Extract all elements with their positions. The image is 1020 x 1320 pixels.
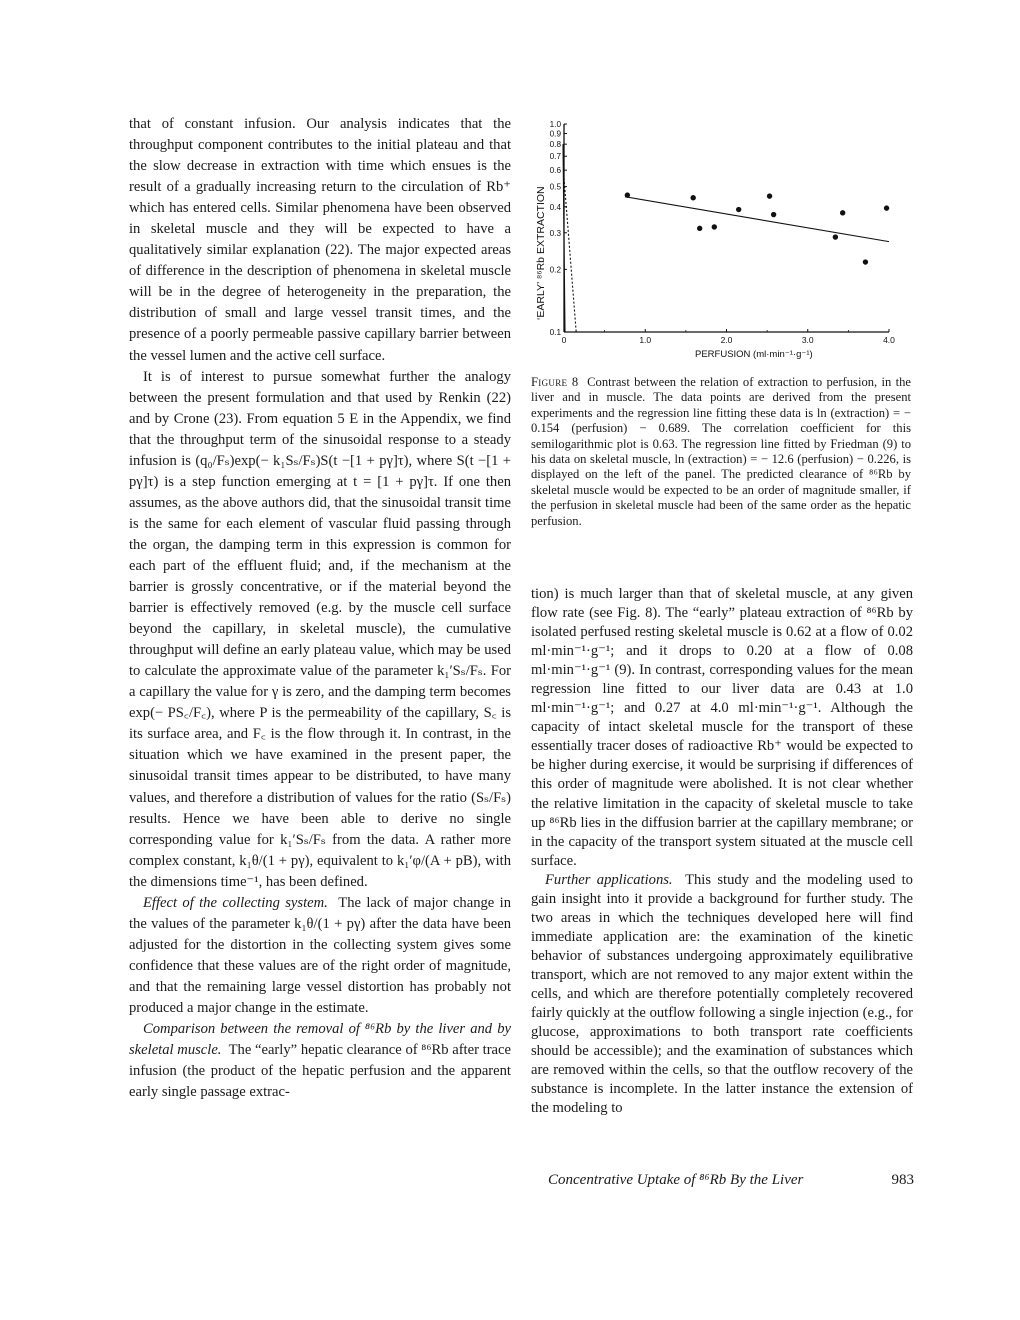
data-point [712,224,717,229]
paragraph: that of constant infusion. Our analysis indicates that the throughput component contributes to the initial plateau and that the slow decrease in extraction with time which ensues is the result of a gradually increasing return to the circulation of Rb⁺ which has entered cells. Similar phenomena have been observed in skeletal muscle and they will be expected to have a qualitatively similar explanation (22). The major expected areas of difference in the description of phenomena in skeletal muscle will be in the degree of heterogeneity in the preparation, the distribution of small and large vessel transit times, and the presence of a poorly permeable passive capillary barrier between the vessel lumen and the active cell surface. [129,116,511,364]
y-tick-label: 0.9 [549,129,561,139]
regression-line [625,197,889,242]
paragraph-text: The lack of major change in the values of the parameter k₁θ/(1 + pγ) after the data have been adjusted for the distortion in the collecting system gives some confidence that these values are of the right order of magnitude, and that the remaining large vessel distortion has probably not produced a major change in the estimate. [129,894,511,1016]
y-tick-label: 0.7 [549,152,561,162]
left-column [129,114,511,1103]
paragraph: It is of interest to pursue somewhat further the analogy between the present formulation and that used by Renkin (22) and by Crone (23). From equation 5 E in the Appendix, we find that the throughput term of the sinusoidal response to a steady infusion is (q₀/Fₛ)exp(− k₁Sₛ/Fₛ)S(t −[1 + pγ]τ), where S(t −[1 + pγ]τ) is a step function emerging at t = [1 + pγ]τ. If one then assumes, as the above authors did, that the sinusoidal transit time is the same for each element of vascular fluid passing through the organ, the damping term in this expression is common for each part of the effluent fluid; and, if the mechanism at the barrier is grossly concentrative, or if the material beyond the barrier is effectively removed (e.g. by the muscle cell surface beyond the capillary, in skeletal muscle), the cumulative throughput will define an early plateau value, which may be used to calculate the approximate value of the parameter k₁′Sₛ/Fₛ. For a capillary the value for γ is zero, and the damping term becomes exp(− PS꜀/F꜀), where P is the permeability of the capillary, S꜀ is its surface area, and F꜀ is the flow through it. In contrast, in the situation which we have examined in the present paper, the sinusoidal transit times appear to be distributed, to have many values, and therefore a distribution of values for the ratio (Sₛ/Fₛ) results. Hence we have been able to derive no single corresponding value for k₁′Sₛ/Fₛ from the data. A rather more complex constant, k₁θ/(1 + pγ), equivalent to k₁′φ/(A + pB), with the dimensions time⁻¹, has been defined. [129,368,511,890]
chart-axes [564,124,889,332]
data-point [884,205,889,210]
figure-caption [531,375,911,529]
x-tick-label: 3.0 [801,335,814,345]
page-footer [548,1172,914,1189]
y-tick-label: 0.1 [549,328,561,337]
section-heading: Effect of the collecting system. [143,894,328,911]
running-title: Concentrative Uptake of ⁸⁶Rb By the Liver [548,1172,804,1188]
data-point [767,193,772,198]
paragraph-further-applications [531,871,913,1119]
data-point [690,195,695,200]
data-point [771,212,776,217]
x-tick-label: 4.0 [883,335,895,345]
chart-svg [525,105,915,373]
section-heading: Further applications. [545,871,673,888]
x-tick-label: 1.0 [639,335,652,345]
x-axis-label: PERFUSION (ml·min⁻¹·g⁻¹) [695,349,813,360]
right-column [531,585,913,1118]
figure-caption-text: Contrast between the relation of extraction to perfusion, in the liver and in muscle. The data points are derived from the present experiments and the regression line fitting these data is ln (extraction) = − 0.154 (perfusion) − 0.689. The correlation coefficient for this semilogarithmic plot is 0.63. The regression line fitted by Friedman (9) to his data on skeletal muscle, ln (extraction) = − 12.6 (perfusion) − 0.226, is displayed on the left of the panel. The predicted clearance of ⁸⁶Rb by skeletal muscle would be expected to be an order of magnitude smaller, if the perfusion in skeletal muscle had been of the same order as the hepatic perfusion. [531,375,911,528]
paragraph-collecting-system [129,893,511,1019]
data-point [840,210,845,215]
data-point [736,207,741,212]
figure-label: Figure 8 [531,375,579,389]
y-tick-label: 0.4 [549,202,561,212]
paragraph-comparison [129,1019,511,1103]
data-point [625,192,630,197]
data-point [833,234,838,239]
chart-lines [563,144,889,332]
y-tick-label: 0.5 [549,182,561,192]
y-tick-label: 0.3 [549,228,561,238]
y-tick-label: 0.8 [549,140,561,150]
y-tick-label: 1.0 [549,120,561,129]
section-heading: Comparison between the removal of ⁸⁶Rb by the liver and by skeletal muscle. [129,1021,511,1059]
regression-line [564,178,576,332]
figure-8-chart [525,105,915,373]
y-tick-label: 0.2 [549,265,561,275]
paragraph: tion) is much larger than that of skeletal muscle, at any given flow rate (see Fig. 8). The “early” plateau extraction of ⁸⁶Rb by isolated perfused resting skeletal muscle is 0.62 at a flow of 0.02 ml·min⁻¹·g⁻¹; and it drops to 0.20 at a flow of 0.08 ml·min⁻¹·g⁻¹ (9). In contrast, corresponding values for the mean regression line fitted to our liver data are 0.43 at 1.0 ml·min⁻¹·g⁻¹; and 0.27 at 4.0 ml·min⁻¹·g⁻¹. Although the capacity of intact skeletal muscle for the transport of these essentially tracer doses of radioactive Rb⁺ would be expected to be higher during exercise, it would be surprising if differences of this order of magnitude were abolished. It is not clear whether the relative limitation in the capacity of skeletal muscle to take up ⁸⁶Rb lies in the diffusion barrier at the capillary membrane; or in the capacity of the transport system situated at the muscle cell surface. [531,586,913,869]
paragraph-text: The “early” hepatic clearance of ⁸⁶Rb after trace infusion (the product of the hepatic perfusion and the apparent early single passage extrac- [129,1042,511,1101]
x-tick-label: 2.0 [720,335,733,345]
page-number: 983 [891,1172,914,1188]
paragraph-text: This study and the modeling used to gain insight into it provide a background for further study. The two areas in which the techniques developed here will find immediate application are: the examination of the kinetic behavior of substances undergoing approximately equilibrative transport, which are not removed to any major extent within the cells, and which are therefore potentially completely recovered fairly quickly at the outflow following a single injection (e.g., for glucose, approximations to both transport rate coefficients should be accessible); and the examination of substances which are removed within the cells, so that the outflow recovery of the substance is incomplete. In the latter instance the extension of the modeling to [531,871,913,1117]
y-tick-label: 0.6 [549,166,561,176]
data-point [863,259,868,264]
y-axis-label: ‘EARLY’ ⁸⁶Rb EXTRACTION [535,186,547,320]
x-tick-label: 0 [561,335,567,345]
data-point [697,226,702,231]
